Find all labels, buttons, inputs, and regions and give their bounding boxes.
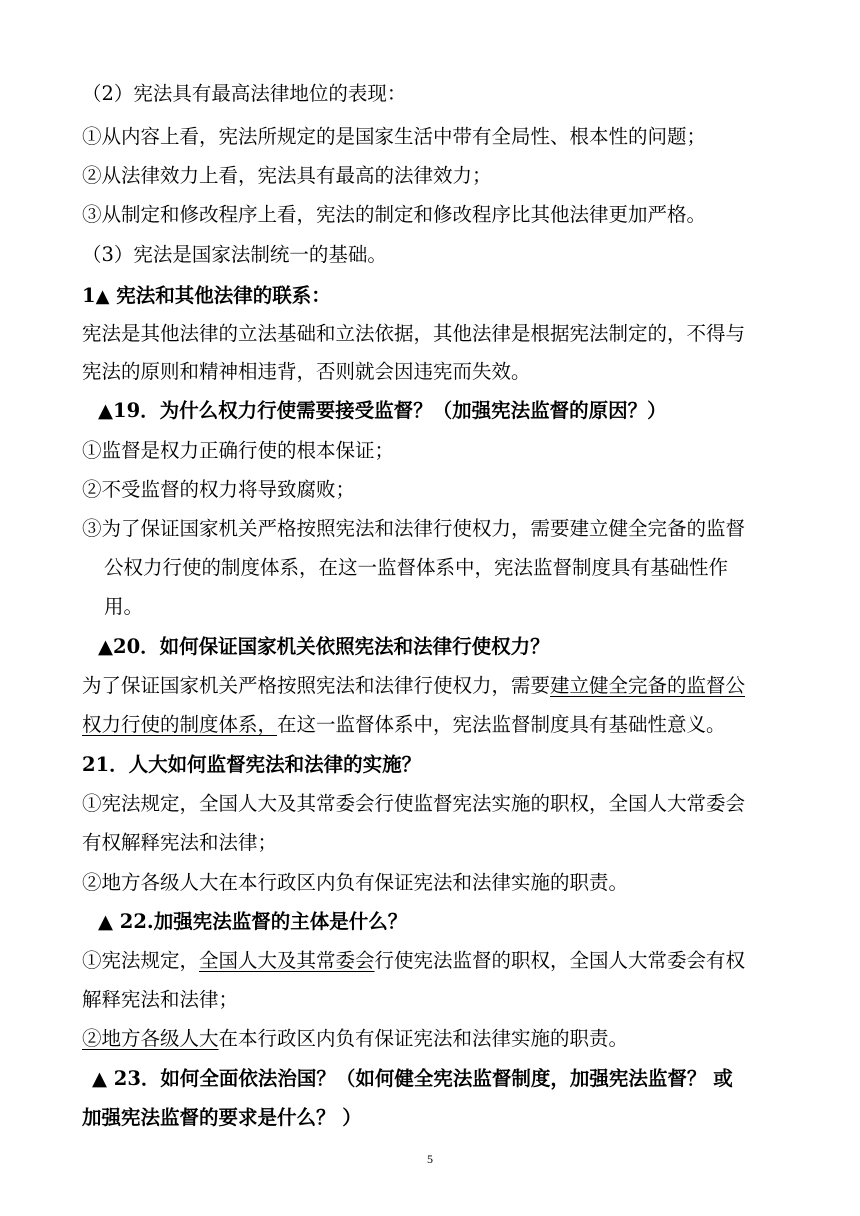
list-item-corruption: ②不受监督的权力将导致腐败；	[82, 478, 356, 501]
triangle-icon: ▲	[95, 286, 110, 307]
heading-q21: 21．人大如何监督宪法和法律的实施？	[82, 753, 422, 776]
list-item-subject-line2: 解释宪法和法律；	[82, 988, 239, 1011]
list-item-system-line3: 用。	[104, 595, 144, 618]
list-item-system-line1: ③为了保证国家机关严格按照宪法和法律行使权力，需要建立健全完备的监督	[82, 517, 746, 540]
list-item-effect: ②从法律效力上看，宪法具有最高的法律效力；	[82, 164, 492, 187]
para-relation-line1: 宪法是其他法律的立法基础和立法依据，其他法律是根据宪法制定的，不得与	[82, 322, 746, 345]
heading-q19: ▲19．为什么权力行使需要接受监督？（加强宪法监督的原因？）	[98, 399, 667, 422]
underlined-phrase: 建立健全完备的监督公	[550, 674, 746, 697]
list-item-npc-line1: ①宪法规定，全国人大及其常委会行使监督宪法实施的职权，全国人大常委会	[82, 792, 746, 815]
para-supreme-status-heading: （2）宪法具有最高法律地位的表现：	[82, 82, 407, 105]
heading-text: 宪法和其他法律的联系：	[116, 284, 331, 307]
para-relation-line2: 宪法的原则和精神相违背，否则就会因违宪而失效。	[82, 360, 531, 383]
underlined-phrase-cont: 权力行使的制度体系，	[82, 713, 278, 736]
list-item-content: ①从内容上看，宪法所规定的是国家生活中带有全局性、根本性的问题；	[82, 125, 707, 148]
text-segment: ①宪法规定，	[82, 949, 200, 972]
list-item-procedure: ③从制定和修改程序上看，宪法的制定和修改程序比其他法律更加严格。	[82, 203, 707, 226]
para-q20-text: 为了保证国家机关严格按照宪法和法律行使权力，需要	[82, 674, 551, 697]
heading-q22: ▲ 22.加强宪法监督的主体是什么？	[98, 910, 408, 933]
para-legal-unity: （3）宪法是国家法制统一的基础。	[82, 243, 387, 266]
text-segment: 行使宪法监督的职权，全国人大常委会有权	[374, 949, 746, 972]
para-q20-text-cont: 在这一监督体系中，宪法监督制度具有基础性意义。	[277, 713, 726, 736]
underlined-npc: 全国人大及其常委会	[199, 949, 375, 972]
list-item-system-line2: 公权力行使的制度体系，在这一监督体系中，宪法监督制度具有基础性作	[104, 556, 729, 579]
heading-number: 1	[82, 284, 96, 307]
underlined-local-npc: ②地方各级人大	[82, 1027, 219, 1050]
heading-q23-line2: 加强宪法监督的要求是什么？ ）	[82, 1106, 362, 1129]
heading-q20: ▲20．如何保证国家机关依照宪法和法律行使权力？	[98, 635, 550, 658]
page-number: 5	[427, 1152, 433, 1166]
para-q20-line2	[82, 712, 726, 738]
para-q20-line1	[82, 673, 745, 699]
list-item-npc-line2: 有权解释宪法和法律；	[82, 831, 278, 854]
heading-constitution-other-laws	[82, 283, 331, 310]
list-item-local-npc: ②地方各级人大在本行政区内负有保证宪法和法律实施的职责。	[82, 871, 629, 894]
list-item-subject-local	[82, 1026, 628, 1052]
text-segment: 在本行政区内负有保证宪法和法律实施的职责。	[218, 1027, 629, 1050]
list-item-guarantee: ①监督是权力正确行使的根本保证；	[82, 439, 395, 462]
list-item-subject-line1	[82, 948, 745, 974]
heading-q23-line1: ▲ 23．如何全面依法治国？（如何健全宪法监督制度，加强宪法监督？ 或	[92, 1067, 733, 1090]
